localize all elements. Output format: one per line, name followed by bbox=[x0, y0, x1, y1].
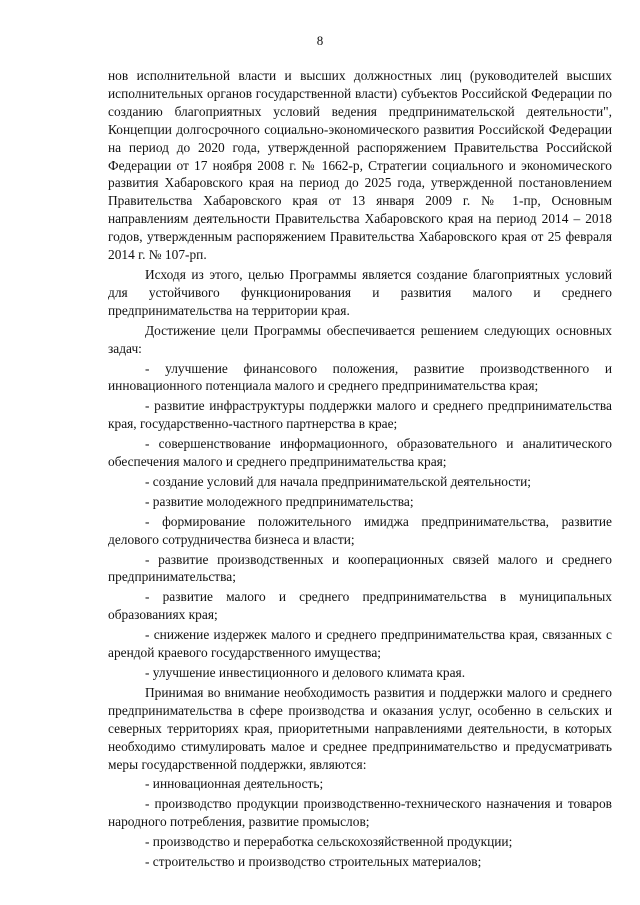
list-item-task: - формирование положительного имиджа предпринимательства, развитие делового сотрудничества бизнеса и власти; bbox=[108, 513, 612, 547]
list-item-priority: - строительство и производство строительных материалов; bbox=[145, 854, 482, 870]
list-item-priority: - инновационная деятельность; bbox=[145, 776, 324, 792]
list-item-priority: - производство продукции производственно-технического назначения и товаров народного потребления, развитие промыслов; bbox=[108, 796, 612, 830]
list-item-task: - развитие инфраструктуры поддержки малого и среднего предпринимательства края, государственно-частного партнерства в крае; bbox=[108, 398, 612, 432]
list-item-task: - развитие малого и среднего предпринимательства в муниципальных образованиях края; bbox=[108, 589, 612, 623]
paragraph-tasks-intro: Достижение цели Программы обеспечивается решением следующих основных задач: bbox=[108, 322, 612, 356]
list-item-priority: - производство и переработка сельскохозяйственной продукции; bbox=[145, 834, 513, 850]
body-text bbox=[108, 67, 612, 873]
paragraph-continuation: нов исполнительной власти и высших должностных лиц (руководителей высших исполнительных органов государственной власти) субъектов Российской Федерации по созданию благоприятных условий ведения предпринимательской деятельности", Концепции долгосрочного социально-экономического развития Российской Федерации на период до 2020 года, утвержденной распоряжением Правительства Российской Федерации от 17 ноября 2008 г. № 1662-р, Стратегии социального и экономического развития Хабаровского края на период до 2025 года, утвержденной постановлением Правительства Хабаровского края от 13 января 2009 г. № 1-пр, Основным направлениям деятельности Правительства Хабаровского края на период 2014 – 2018 годов, утвержденным распоряжением Правительства Хабаровского края от 25 февраля 2014 г. № 107-рп. bbox=[108, 68, 612, 263]
paragraph-goal: Исходя из этого, целью Программы является создание благоприятных условий для устойчивого функционирования и развития малого и среднего предпринимательства на территории края. bbox=[108, 266, 612, 318]
list-item-task: - совершенствование информационного, образовательного и аналитического обеспечения малого и среднего предпринимательства края; bbox=[108, 436, 612, 470]
list-item-task: - снижение издержек малого и среднего предпринимательства края, связанных с арендой краевого государственного имущества; bbox=[108, 627, 612, 661]
page-number: 8 bbox=[316, 33, 324, 48]
list-item-task: - развитие производственных и кооперационных связей малого и среднего предпринимательства; bbox=[108, 551, 612, 585]
list-item-task: - улучшение финансового положения, развитие производственного и инновационного потенциала малого и среднего предпринимательства края; bbox=[108, 360, 612, 394]
list-item-task: - развитие молодежного предпринимательства; bbox=[145, 493, 414, 509]
list-item-task: - улучшение инвестиционного и делового климата края. bbox=[145, 665, 466, 680]
list-item-task: - создание условий для начала предпринимательской деятельности; bbox=[145, 473, 531, 489]
paragraph-priorities-intro: Принимая во внимание необходимость развития и поддержки малого и среднего предпринимательства в сфере производства и оказания услуг, особенно в сельских и северных территориях края, приоритетными направлениями деятельности, в которых необходимо стимулировать малое и среднее предпринимательство и предусматривать меры государственной поддержки, являются: bbox=[108, 684, 612, 772]
